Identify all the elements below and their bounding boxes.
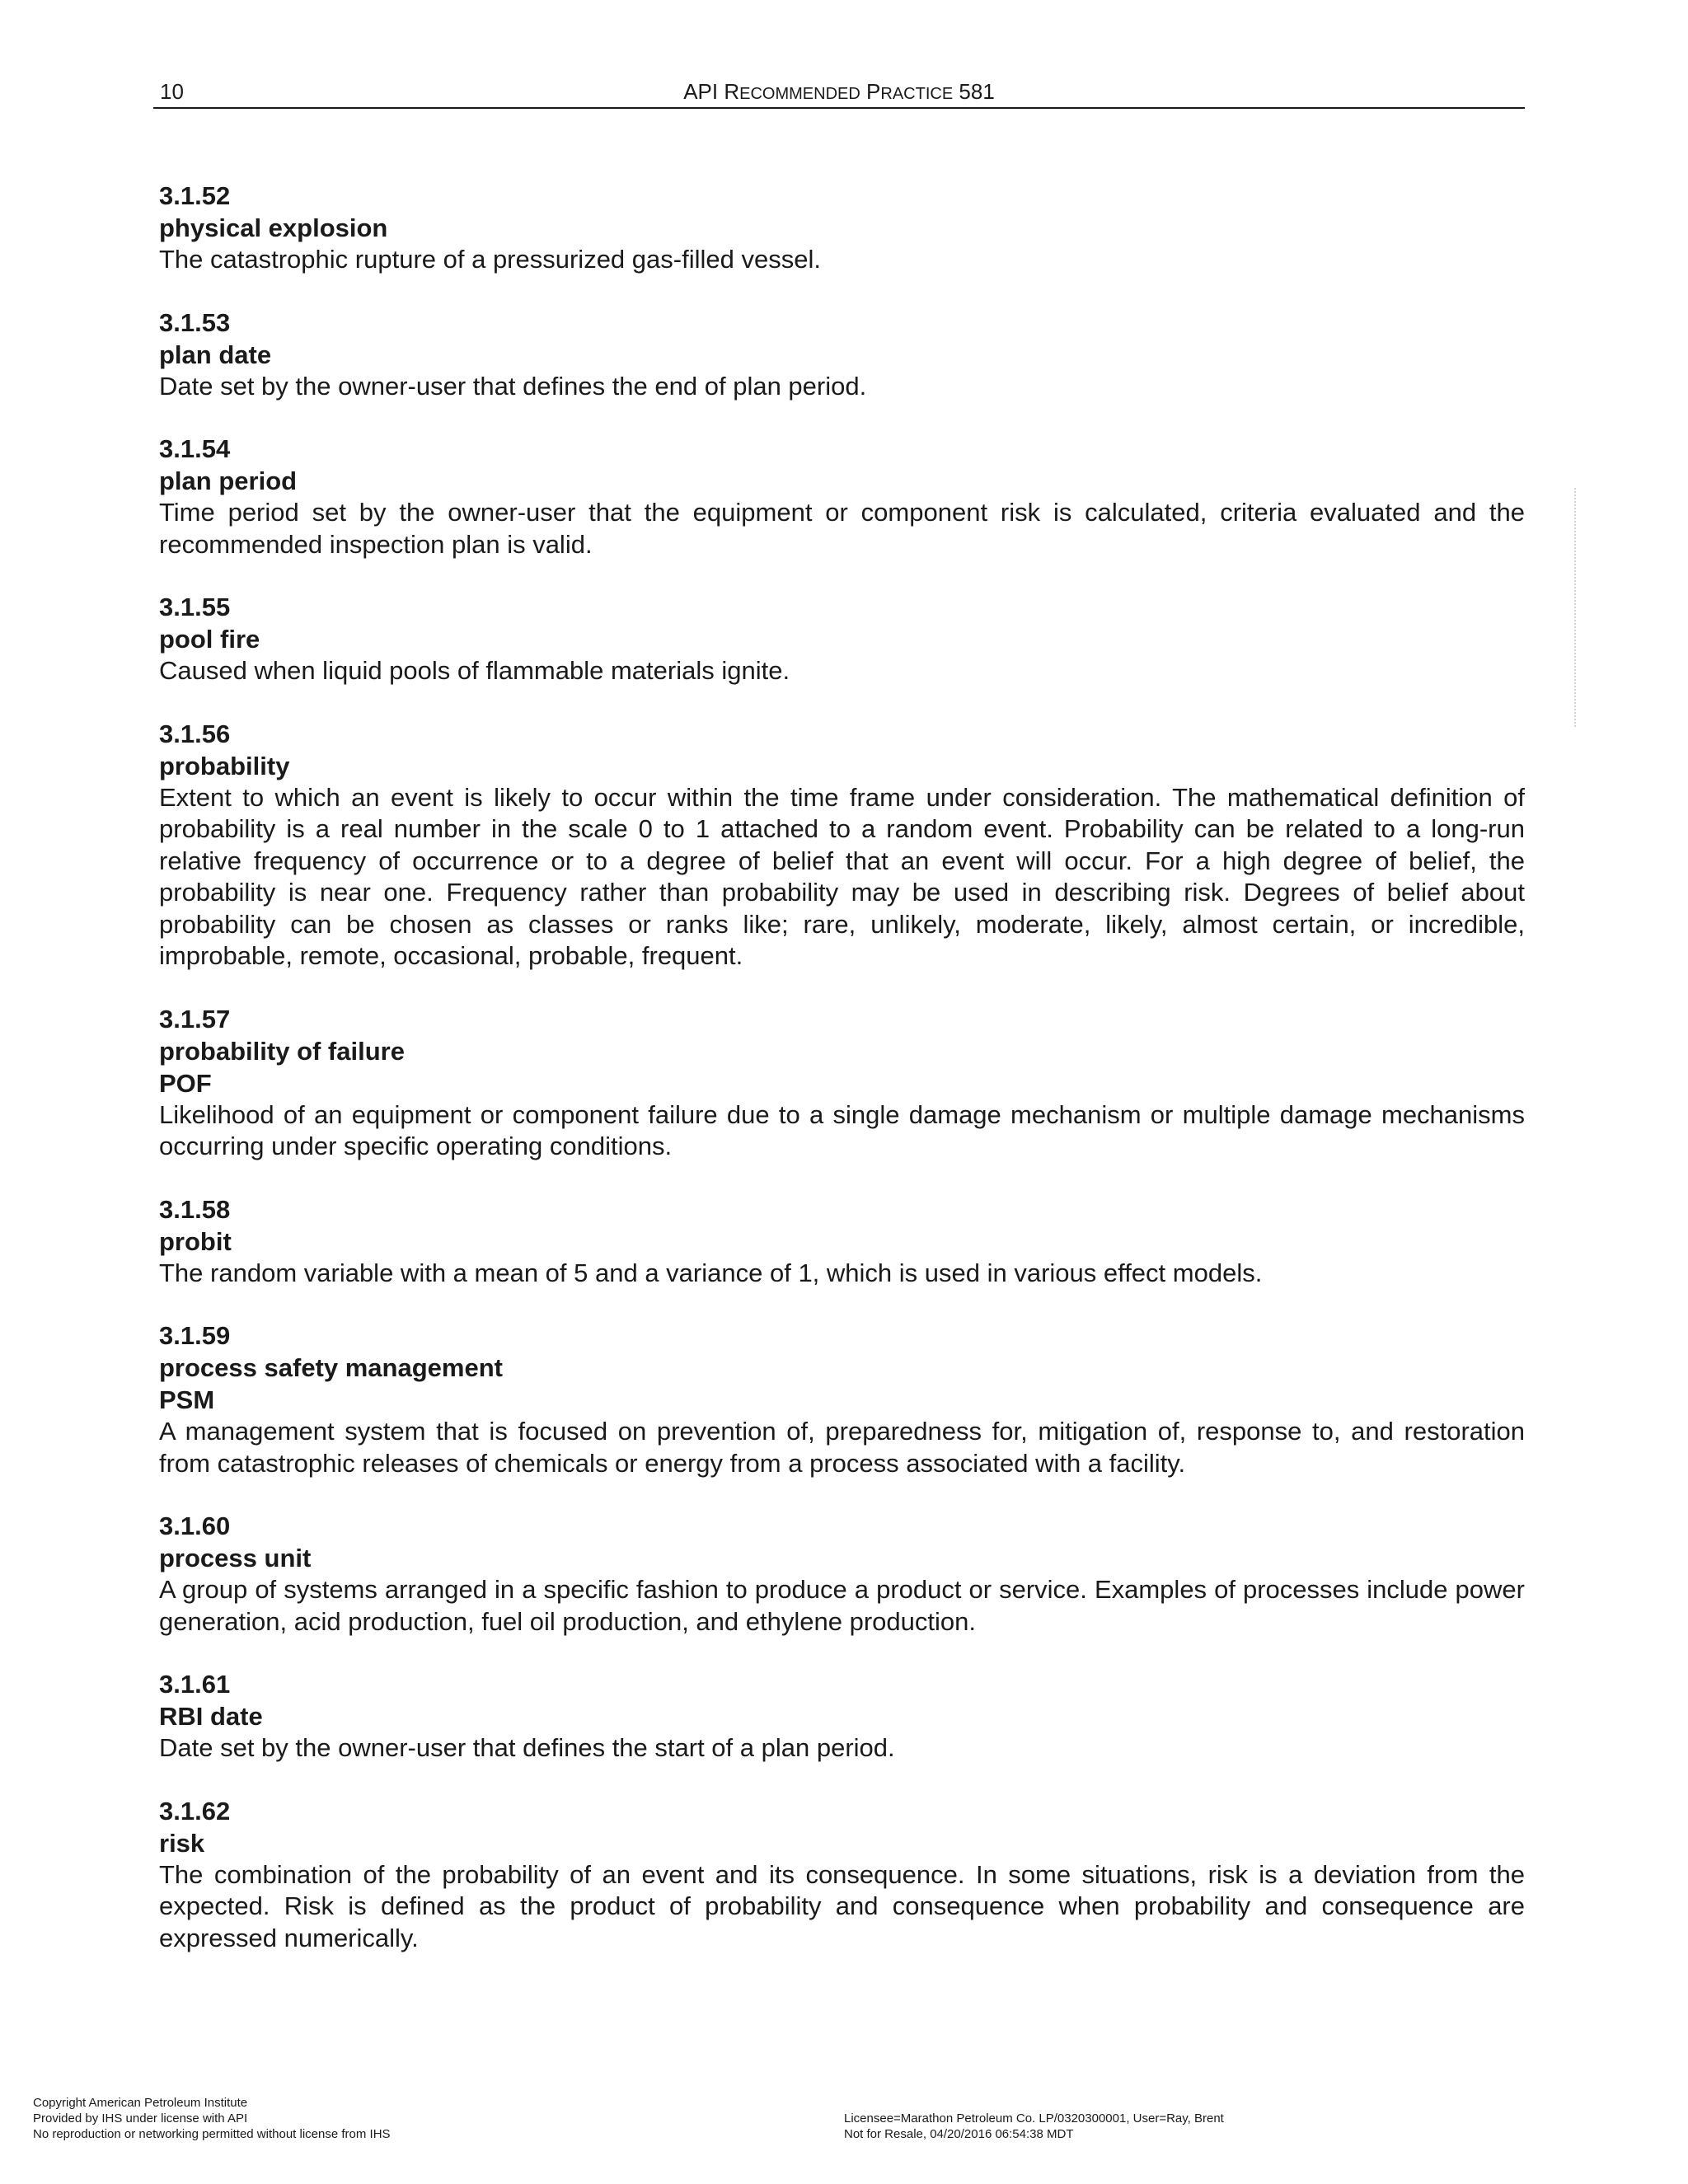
footer-line: No reproduction or networking permitted without license from IHS bbox=[33, 2127, 391, 2141]
clause-number: 3.1.52 bbox=[159, 181, 231, 210]
running-title bbox=[153, 79, 1525, 105]
term-abbreviation: POF bbox=[159, 1068, 212, 1098]
definition-text: The random variable with a mean of 5 and a variance of 1, which is used in various effect models. bbox=[159, 1258, 1263, 1287]
definition-entry bbox=[159, 180, 1525, 276]
term-heading: plan period bbox=[159, 466, 298, 495]
definition-text: Caused when liquid pools of flammable materials ignite. bbox=[159, 656, 790, 685]
footer-line: Not for Resale, 04/20/2016 06:54:38 MDT bbox=[844, 2127, 1074, 2141]
running-title-part: API R bbox=[683, 79, 740, 104]
term-heading: physical explosion bbox=[159, 213, 388, 242]
footer-line: Licensee=Marathon Petroleum Co. LP/0320300001, User=Ray, Brent bbox=[844, 2111, 1224, 2125]
definition-entry bbox=[159, 307, 1525, 403]
definition-text: The combination of the probability of an event and its consequence. In some situations, risk is a deviation from the expected. Risk is defined as the product of probability and consequence when probability and consequence are expressed numerically. bbox=[159, 1859, 1525, 1952]
definition-entry bbox=[159, 433, 1525, 560]
definition-text: Time period set by the owner-user that the equipment or component risk is calculated, criteria evaluated and the recommended inspection plan is valid. bbox=[159, 498, 1525, 559]
clause-number: 3.1.57 bbox=[159, 1004, 231, 1033]
definition-entry bbox=[159, 1510, 1525, 1638]
term-heading: RBI date bbox=[159, 1702, 263, 1731]
footer-copyright bbox=[33, 2095, 391, 2142]
clause-number: 3.1.59 bbox=[159, 1321, 231, 1350]
term-abbreviation: PSM bbox=[159, 1385, 215, 1414]
clause-number: 3.1.60 bbox=[159, 1511, 231, 1540]
definition-text: Extent to which an event is likely to occur within the time frame under consideration. The mathematical definition of probability is a real number in the scale 0 to 1 attached to a random event. Probability can be related to a long-run relative frequency of occurrence or to a degree of belief that an event will occur. For a high degree of belief, the probability is near one. Frequency rather than probability may be used in describing risk. Degrees of belief about probability can be chosen as classes or ranks like; rare, unlikely, moderate, likely, almost certain, or incredible, improbable, remote, occasional, probable, frequent. bbox=[159, 782, 1525, 970]
term-heading: risk bbox=[159, 1828, 205, 1858]
scan-margin-marks bbox=[1574, 488, 1581, 727]
definition-entry bbox=[159, 591, 1525, 687]
definition-entry bbox=[159, 718, 1525, 972]
running-title-part: P bbox=[860, 79, 881, 104]
clause-number: 3.1.58 bbox=[159, 1194, 231, 1224]
term-heading: process unit bbox=[159, 1544, 312, 1572]
definition-text: The catastrophic rupture of a pressurized gas-filled vessel. bbox=[159, 245, 821, 274]
footer-license bbox=[844, 2111, 1224, 2142]
definition-text: Likelihood of an equipment or component failure due to a single damage mechanism or multiple damage mechanisms occurring under specific operating conditions. bbox=[159, 1099, 1525, 1160]
clause-number: 3.1.54 bbox=[159, 434, 231, 463]
definition-entry bbox=[159, 1003, 1525, 1163]
definition-entry bbox=[159, 1319, 1525, 1479]
definitions-list bbox=[159, 180, 1525, 1985]
page-header bbox=[153, 77, 1525, 109]
running-title-part: 581 bbox=[953, 79, 995, 104]
clause-number: 3.1.56 bbox=[159, 719, 231, 748]
definition-entry bbox=[159, 1193, 1525, 1290]
clause-number: 3.1.62 bbox=[159, 1796, 231, 1825]
definition-entry bbox=[159, 1668, 1525, 1765]
term-heading: process safety management bbox=[159, 1353, 503, 1382]
definition-entry bbox=[159, 1795, 1525, 1955]
term-heading: probability bbox=[159, 751, 290, 780]
term-heading: plan date bbox=[159, 340, 272, 369]
clause-number: 3.1.61 bbox=[159, 1670, 231, 1699]
running-title-part: ECOMMENDED bbox=[739, 85, 860, 103]
definition-text: Date set by the owner-user that defines the start of a plan period. bbox=[159, 1733, 895, 1762]
running-title-part: RACTICE bbox=[880, 85, 954, 103]
term-heading: probit bbox=[159, 1226, 232, 1256]
footer-line: Provided by IHS under license with API bbox=[33, 2111, 248, 2125]
page-number: 10 bbox=[160, 79, 184, 104]
term-heading: pool fire bbox=[159, 625, 260, 654]
definition-text: Date set by the owner-user that defines the end of plan period. bbox=[159, 371, 867, 401]
term-heading: probability of failure bbox=[159, 1036, 405, 1066]
definition-text: A management system that is focused on prevention of, preparedness for, mitigation of, response to, and restoration from catastrophic releases of chemicals or energy from a process associated with a facility. bbox=[159, 1417, 1525, 1478]
definition-text: A group of systems arranged in a specific fashion to produce a product or service. Examples of processes include power generation, acid production, fuel oil production, and ethylene production. bbox=[159, 1575, 1525, 1636]
clause-number: 3.1.55 bbox=[159, 593, 231, 621]
clause-number: 3.1.53 bbox=[159, 307, 231, 337]
footer-line: Copyright American Petroleum Institute bbox=[33, 2096, 248, 2110]
